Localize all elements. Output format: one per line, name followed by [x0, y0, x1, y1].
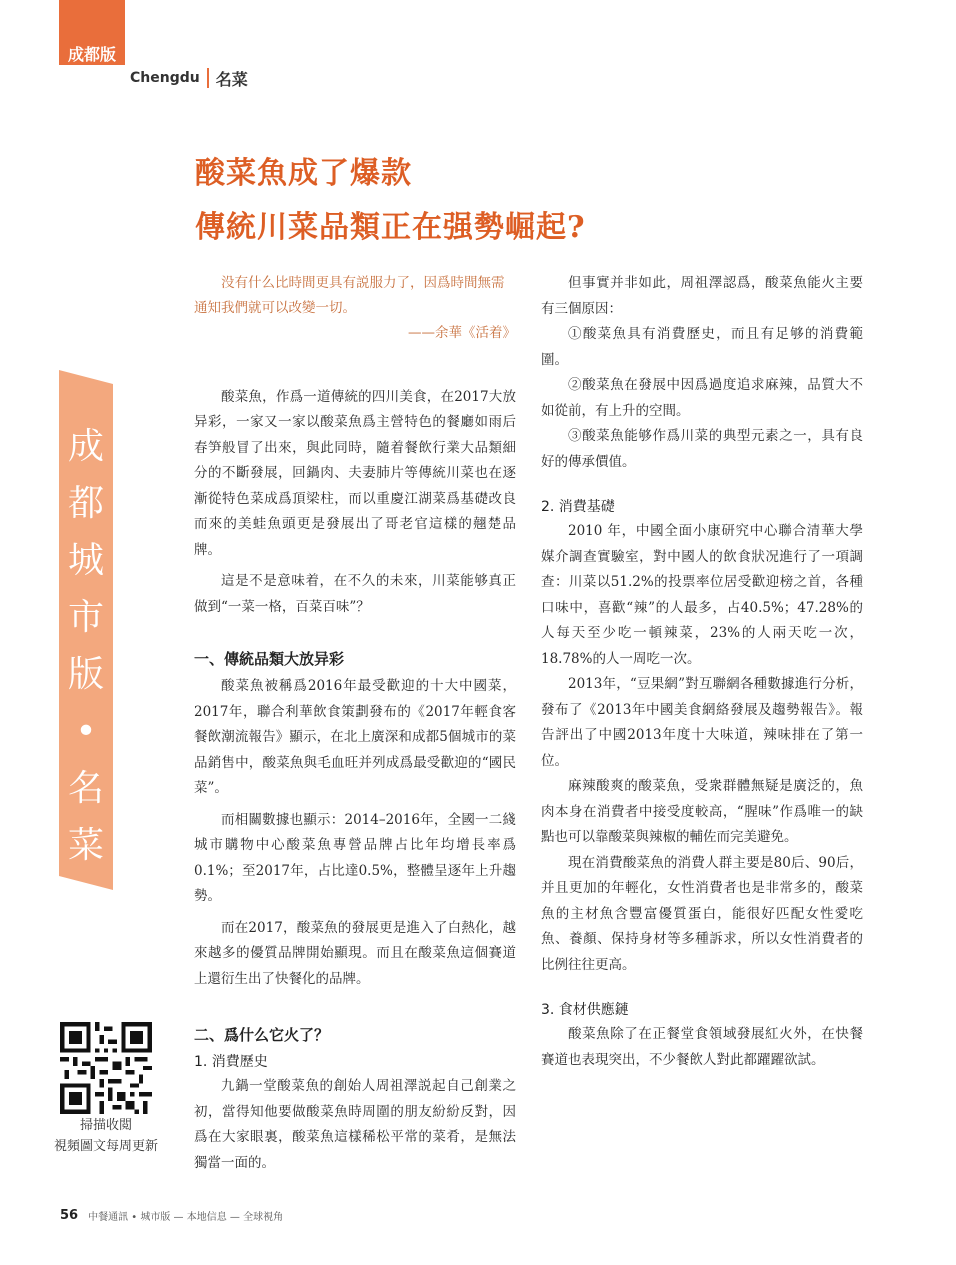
subsection-heading: 2. 消費基礎 — [541, 499, 615, 515]
qr-caption — [48, 1115, 164, 1157]
paragraph: 2010 年，中國全面小康研究中心聯合清華大學媒介調查實驗室，對中國人的飲食狀况進行了一項調查：川菜以51.2%的投票率位居受歡迎榜之首，各種口味中，喜歡“辣”的人最多，占40.5%；47.28%的人每天至少吃一頓辣菜，23%的人兩天吃一次，18.78%的人一周吃一次。 — [541, 523, 863, 667]
sidebar-char: 都 — [67, 483, 104, 524]
article-title — [195, 147, 715, 255]
subsection-heading: 3. 食材供應鏈 — [541, 1002, 629, 1018]
header-category: 名菜 — [215, 69, 248, 89]
footer-text: 中餐通訊 • 城市版 — 本地信息 — 全球視角 — [88, 1212, 284, 1223]
section-tag-label: 成都版 — [67, 45, 116, 64]
sidebar-char: 菜 — [67, 825, 104, 866]
article-column-right — [541, 271, 863, 1073]
reason-item: ①酸菜魚具有消費歷史，而且有足够的消費範圍。 — [541, 326, 863, 368]
header-divider — [207, 68, 209, 88]
qr-code[interactable] — [60, 1022, 152, 1114]
paragraph: 而相關數據也顯示：2014–2016年，全國一二綫城市購物中心酸菜魚專營品牌占比年均增長率爲0.1%；至2017年，占比達0.5%，整體呈逐年上升趨勢。 — [194, 811, 516, 904]
paragraph: 酸菜魚除了在正餐堂食領域發展紅火外，在快餐賽道也表現突出，不少餐飲人對此都躍躍欲試。 — [541, 1026, 863, 1068]
paragraph: 酸菜魚被稱爲2016年最受歡迎的十大中國菜，2017年，聯合利華飲食策劃發布的《2017年輕食客餐飲潮流報告》顯示，在北上廣深和成都5個城市的菜品銷售中，酸菜魚與毛血旺并列成爲最受歡迎的“國民菜”。 — [194, 678, 516, 796]
page-footer — [60, 1208, 283, 1223]
subsection-heading: 1. 消費歷史 — [194, 1054, 268, 1070]
sidebar-char: 名 — [67, 768, 104, 809]
paragraph: 2013年，“豆果網”對互聯網各種數據進行分析，發布了《2013年中國美食網絡發展及趨勢報告》。報告評出了中國2013年度十大味道，辣味排在了第一位。 — [541, 676, 863, 769]
paragraph: 九鍋一堂酸菜魚的創始人周祖澤説起自己創業之初，當得知他要做酸菜魚時周圍的朋友紛紛反對，因爲在大家眼裏，酸菜魚這樣稀松平常的菜肴，是無法獨當一面的。 — [194, 1078, 516, 1171]
epigraph-author: ——余華《活着》 — [408, 325, 516, 341]
header-city-en: Chengdu — [130, 70, 200, 86]
article-column-left — [194, 271, 516, 1176]
reason-item: ②酸菜魚在發展中因爲過度追求麻辣，品質大不如從前，有上升的空間。 — [541, 377, 863, 419]
reason-item: ③酸菜魚能够作爲川菜的典型元素之一，具有良好的傳承價值。 — [541, 428, 863, 470]
epigraph-quote: 没有什么比時間更具有説服力了，因爲時間無需通知我們就可以改變一切。 — [194, 275, 505, 316]
title-line-2: 傳統川菜品類正在强勢崛起? — [195, 210, 586, 245]
paragraph: 而在2017，酸菜魚的發展更是進入了白熱化，越來越多的優質品牌開始顯現。而且在酸菜魚這個賽道上還衍生出了快餐化的品牌。 — [194, 919, 516, 987]
sidebar-char: • — [75, 711, 97, 752]
page-header — [130, 66, 248, 90]
sidebar-char: 成 — [67, 426, 104, 467]
paragraph: 現在消費酸菜魚的消費人群主要是80后、90后，并且更加的年輕化，女性消費者也是非常多的，酸菜魚的主材魚含豐富優質蛋白，能很好匹配女性愛吃魚、養顏、保持身材等多種訴求，所以女性消費者的比例往往更高。 — [541, 854, 863, 973]
paragraph: 但事實并非如此，周祖澤認爲，酸菜魚能火主要有三個原因： — [541, 275, 863, 317]
qr-caption-line-1: 掃描收閲 — [79, 1118, 132, 1133]
page-number: 56 — [60, 1208, 79, 1223]
sidebar-char: 版 — [67, 654, 104, 695]
section-tag — [59, 0, 125, 65]
paragraph: 這是不是意味着，在不久的未來，川菜能够真正做到“一菜一格，百菜百味”？ — [194, 573, 516, 615]
section-heading: 二、爲什么它火了？ — [194, 1026, 330, 1044]
sidebar-title — [59, 418, 113, 874]
section-heading: 一、傳統品類大放异彩 — [194, 650, 345, 668]
qr-caption-line-2: 視頻圖文每周更新 — [53, 1139, 158, 1154]
sidebar-char: 市 — [67, 597, 104, 638]
title-line-1: 酸菜魚成了爆款 — [195, 156, 412, 191]
paragraph: 麻辣酸爽的酸菜魚，受衆群體無疑是廣泛的，魚肉本身在消費者中接受度較高，“腥味”作爲唯一的缺點也可以靠酸菜與辣椒的輔佐而完美避免。 — [541, 778, 863, 845]
paragraph: 酸菜魚，作爲一道傳統的四川美食，在2017大放异彩，一家又一家以酸菜魚爲主營特色的餐廳如雨后春笋般冒了出來，與此同時，隨着餐飲行業大品類細分的不斷發展，回鍋肉、夫妻肺片等傳統川菜也在逐漸從特色菜成爲頂梁柱，而以重慶江湖菜爲基礎改良而來的美蛙魚頭更是發展出了哥老官這樣的翹楚品牌。 — [194, 388, 516, 558]
sidebar-char: 城 — [67, 540, 104, 581]
